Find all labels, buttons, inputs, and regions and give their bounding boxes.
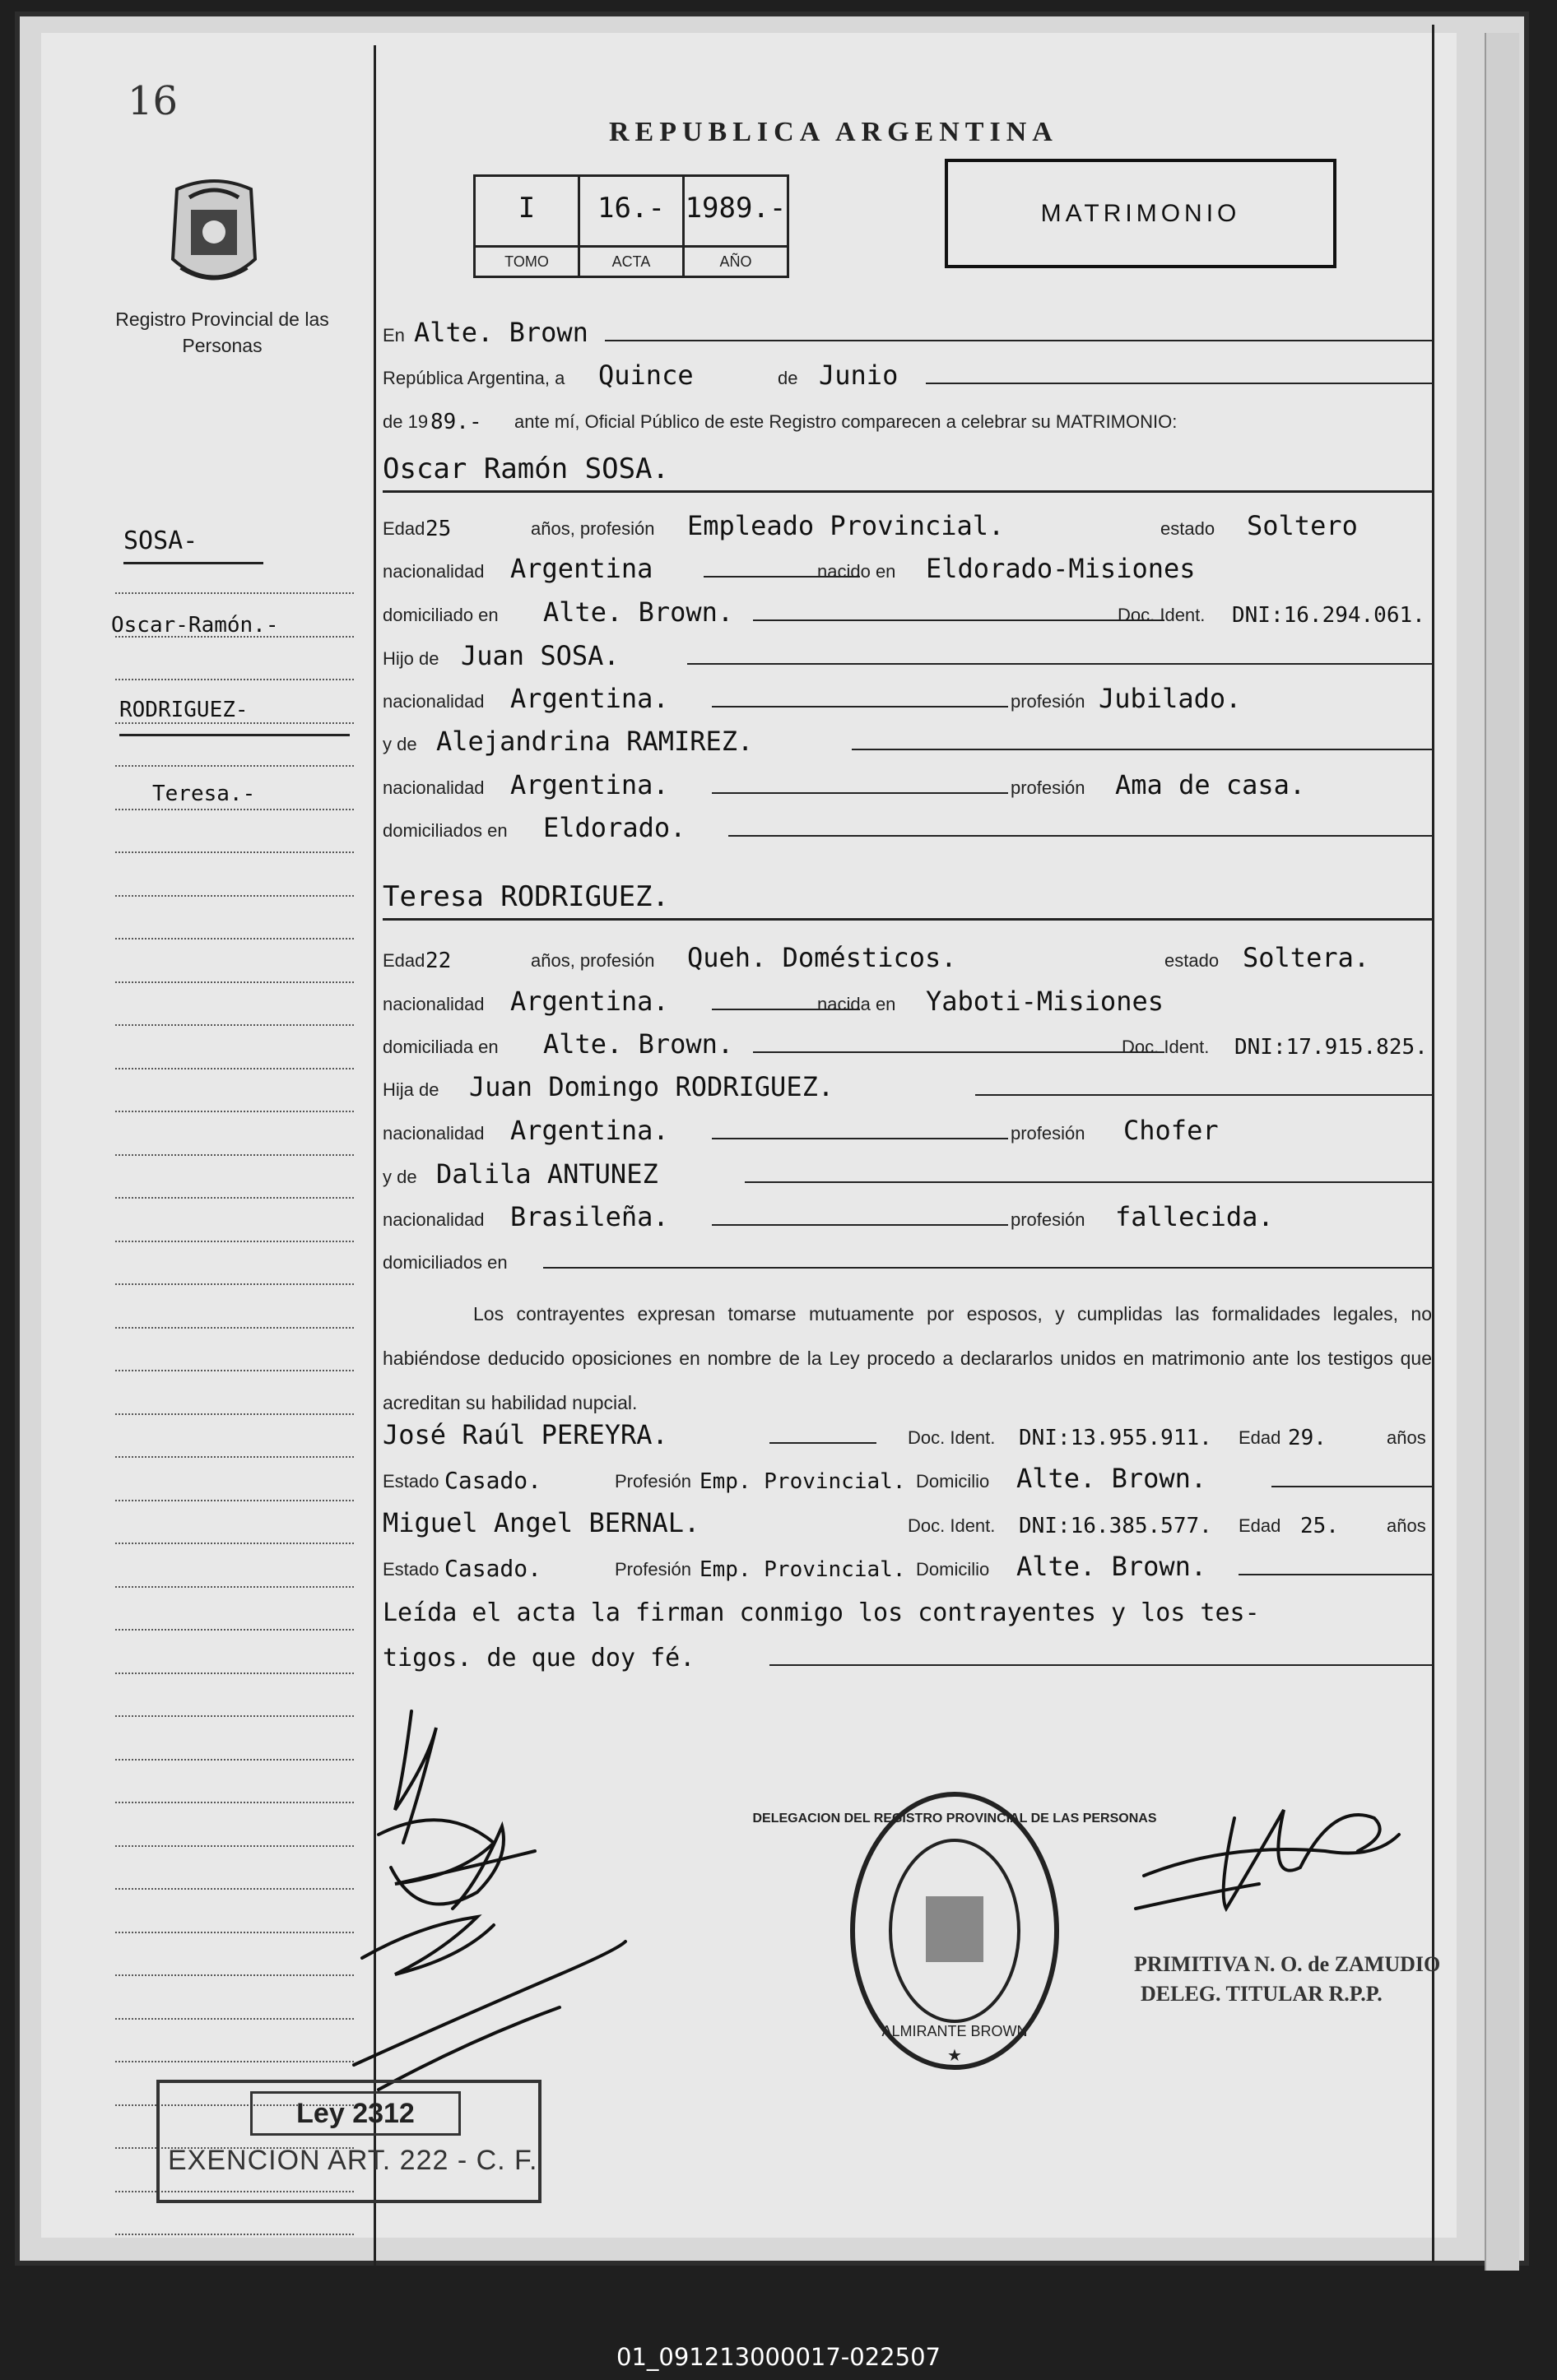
t1-domicilio: Alte. Brown. <box>1016 1463 1207 1494</box>
c1-madre-row <box>383 726 1432 762</box>
margin-dotted-line <box>115 1715 354 1717</box>
fill-line <box>745 1181 1432 1183</box>
estado-label: estado <box>1164 950 1220 971</box>
edad-label: Edad <box>1239 1515 1281 1536</box>
margin-dotted-line <box>115 1586 354 1588</box>
nacionalidad-label: nacionalidad <box>383 994 485 1014</box>
hijo-label: Hijo de <box>383 648 439 669</box>
scan-id: 01_091213000017-022507 <box>616 2343 941 2371</box>
c1-doc: DNI:16.294.061. <box>1232 603 1425 628</box>
cierre-line2: tigos. de que doy fé. <box>383 1644 695 1672</box>
seal-city: ALMIRANTE BROWN <box>881 2023 1028 2039</box>
domiciliados-label: domiciliados en <box>383 820 508 841</box>
margin-dotted-line <box>115 679 354 680</box>
c1-edad: 25 <box>425 517 452 541</box>
c1-profesion: Empleado Provincial. <box>687 510 1005 541</box>
domicilio-label: Domicilio <box>916 1471 990 1492</box>
margin-dotted-line <box>115 1456 354 1458</box>
margin-apellido2: RODRIGUEZ- <box>119 698 249 722</box>
c1-madre: Alejandrina RAMIREZ. <box>436 726 754 757</box>
margin-dotted-line <box>115 2234 354 2235</box>
margin-apellido1: SOSA- <box>123 527 198 555</box>
c2-profesion: Queh. Domésticos. <box>687 942 957 973</box>
registro-oval-seal <box>752 1789 1157 2073</box>
c2-madre: Dalila ANTUNEZ <box>436 1158 658 1190</box>
fill-line <box>543 1267 1432 1269</box>
delegado-titular <box>1134 1950 1440 2009</box>
tomo-label: TOMO <box>476 245 578 276</box>
anos-profesion-label: años, profesión <box>531 950 655 971</box>
estado-label: Estado <box>383 1471 439 1492</box>
c2-madre-nacionalidad: Brasileña. <box>510 1201 669 1232</box>
c1-estado: Soltero <box>1247 510 1358 541</box>
fill-line <box>753 619 1164 621</box>
edad-label: Edad <box>1239 1427 1281 1448</box>
domicilio-label: Domicilio <box>916 1559 990 1580</box>
c2-doc: DNI:17.915.825. <box>1234 1035 1428 1060</box>
c2-domicilio-row <box>383 1028 1432 1065</box>
c2-padre-row <box>383 1071 1432 1107</box>
svg-text:★: ★ <box>947 2047 962 2065</box>
t2-nombre: Miguel Angel BERNAL. <box>383 1507 700 1538</box>
c1-madre-nac-row <box>383 769 1432 805</box>
margin-dotted-line <box>115 1370 354 1371</box>
fill-line <box>1239 1574 1432 1575</box>
margin-dotted-line <box>115 765 354 767</box>
yde-label: y de <box>383 1167 417 1187</box>
margin-dotted-line <box>115 1888 354 1890</box>
t1-edad: 29. <box>1288 1426 1327 1450</box>
declaration-paragraph: Los contrayentes expresan tomarse mutuamente por esposos, y cumplidas las formalidades legales, no habiéndose deducido oposiciones en nombre de la Ley procedo a declararlos unidos en matrimonio ante los testigos que acreditan su habilidad nupcial. <box>383 1303 1432 1413</box>
fill-line <box>852 749 1432 750</box>
t2-doc: DNI:16.385.577. <box>1019 1514 1212 1538</box>
margin-dotted-line <box>115 1802 354 1803</box>
tomo-cell <box>476 177 580 276</box>
mes-value: Junio <box>819 360 899 391</box>
ano-intro-value: 89.- <box>430 410 482 434</box>
profesion-label: profesión <box>1011 1123 1085 1144</box>
margin-dotted-line <box>115 1500 354 1501</box>
profesion-label: Profesión <box>615 1471 691 1492</box>
nacionalidad-label: nacionalidad <box>383 1209 485 1230</box>
c2-estado: Soltera. <box>1243 942 1370 973</box>
republica-label: República Argentina, a <box>383 368 565 388</box>
t2-row2 <box>383 1551 1432 1587</box>
contrayente1-nombre-line <box>383 444 1432 493</box>
c2-nacida: Yaboti-Misiones <box>926 986 1164 1017</box>
margin-dotted-line <box>115 1629 354 1631</box>
c2-nacionalidad: Argentina. <box>510 986 669 1017</box>
t2-estado: Casado. <box>444 1555 542 1582</box>
margin-nombre1: Oscar-Ramón.- <box>111 613 279 638</box>
t2-profesion: Emp. Provincial. <box>699 1557 906 1582</box>
c2-edad: 22 <box>425 949 452 973</box>
profesion-label: profesión <box>1011 777 1085 798</box>
ano-cell <box>685 177 787 276</box>
t1-row2 <box>383 1463 1432 1499</box>
margin-dotted-line <box>115 592 354 594</box>
margin-underline <box>123 562 263 564</box>
margin-underline <box>119 734 350 736</box>
acta-label: ACTA <box>580 245 682 276</box>
de19-label: de 19 <box>383 411 429 432</box>
margin-nombre2: Teresa.- <box>152 782 256 806</box>
margin-dotted-line <box>115 981 354 983</box>
margin-dotted-line <box>115 895 354 897</box>
nacionalidad-label: nacionalidad <box>383 1123 485 1144</box>
tomo-acta-ano-box <box>473 174 789 278</box>
estado-label: estado <box>1160 518 1215 539</box>
tomo-value: I <box>518 192 536 225</box>
margin-dotted-line <box>115 1974 354 1976</box>
fill-line <box>687 663 1432 665</box>
edad-label: Edad <box>383 518 425 539</box>
hija-label: Hija de <box>383 1079 439 1100</box>
contrayente2-nombre: Teresa RODRIGUEZ. <box>383 880 669 913</box>
domiciliada-label: domiciliada en <box>383 1037 499 1057</box>
c1-nacionalidad: Argentina <box>510 553 653 584</box>
fill-line <box>712 706 1008 708</box>
t1-row1 <box>383 1419 1432 1455</box>
acta-cell <box>580 177 685 276</box>
anos-label: años <box>1387 1427 1426 1448</box>
margin-dotted-line <box>115 1327 354 1329</box>
cierre-row1 <box>383 1596 1432 1632</box>
doc-label: Doc. Ident. <box>908 1427 996 1448</box>
anos-profesion-label: años, profesión <box>531 518 655 539</box>
t2-domicilio: Alte. Brown. <box>1016 1551 1207 1582</box>
c1-nacido: Eldorado-Misiones <box>926 553 1196 584</box>
margin-dotted-line <box>115 1197 354 1199</box>
margin-dotted-line <box>115 938 354 939</box>
titular-nombre: PRIMITIVA N. O. de ZAMUDIO <box>1134 1952 1441 1976</box>
c2-madre-profesion: fallecida. <box>1115 1201 1274 1232</box>
yde-label: y de <box>383 734 417 754</box>
c1-madre-nacionalidad: Argentina. <box>510 769 669 800</box>
t2-edad: 25. <box>1300 1514 1339 1538</box>
fill-line <box>975 1094 1432 1096</box>
doc-label: Doc. Ident. <box>1122 1037 1210 1057</box>
margin-dotted-line <box>115 722 354 724</box>
c2-padre-profesion: Chofer <box>1123 1115 1219 1146</box>
contrayente2-nombre-line <box>383 872 1432 921</box>
cierre-line1: Leída el acta la firman conmigo los contrayentes y los tes- <box>383 1598 1260 1627</box>
margin-dotted-line <box>115 1845 354 1847</box>
folio-number: 16 <box>128 78 179 124</box>
ano-value: 1989.- <box>685 192 787 225</box>
matrimonio-box: MATRIMONIO <box>945 159 1336 268</box>
margin-dotted-line <box>115 1111 354 1112</box>
c2-madre-row <box>383 1158 1432 1195</box>
t1-doc: DNI:13.955.911. <box>1019 1426 1212 1450</box>
fill-line <box>1271 1486 1432 1487</box>
doc-label: Doc. Ident. <box>908 1515 996 1536</box>
margin-dotted-line <box>115 2018 354 2020</box>
c2-nacionalidad-row <box>383 986 1432 1022</box>
fill-line <box>753 1051 1164 1053</box>
nacionalidad-label: nacionalidad <box>383 691 485 712</box>
anos-label: años <box>1387 1515 1426 1536</box>
margin-dotted-line <box>115 636 354 638</box>
de-label: de <box>778 368 798 388</box>
provincia-misiones-crest-icon <box>165 173 263 296</box>
c1-nacionalidad-row <box>383 553 1432 589</box>
margin-dotted-line <box>115 1543 354 1544</box>
c1-domicilio-row <box>383 596 1432 633</box>
nacida-label: nacida en <box>817 994 896 1014</box>
c1-padres-domicilio: Eldorado. <box>543 812 686 843</box>
republica-heading: REPUBLICA ARGENTINA <box>609 117 1058 147</box>
margin-dotted-line <box>115 851 354 853</box>
ano-label: AÑO <box>685 245 787 276</box>
margin-dotted-line <box>115 1672 354 1674</box>
domiciliado-label: domiciliado en <box>383 605 499 625</box>
t1-nombre: José Raúl PEREYRA. <box>383 1419 668 1450</box>
binding-edge <box>1485 33 1519 2271</box>
row-en <box>383 317 1432 353</box>
fill-line <box>769 1442 876 1444</box>
margin-dotted-line <box>115 1154 354 1156</box>
fill-line <box>712 792 1008 794</box>
doc-label: Doc. Ident. <box>1118 605 1206 625</box>
c1-padre-profesion: Jubilado. <box>1099 683 1242 714</box>
row-ano <box>383 403 1432 439</box>
nacionalidad-label: nacionalidad <box>383 561 485 582</box>
domiciliados-label: domiciliados en <box>383 1252 508 1273</box>
margin-dotted-line <box>115 1932 354 1933</box>
cierre-row2 <box>383 1641 1432 1677</box>
margin-dotted-line <box>115 1024 354 1026</box>
ley-number: Ley 2312 <box>250 2091 461 2136</box>
margin-dotted-line <box>115 809 354 810</box>
margin-dotted-line <box>115 2061 354 2062</box>
c2-padres-dom-row <box>383 1244 1432 1280</box>
c1-edad-row <box>383 510 1432 546</box>
nacionalidad-label: nacionalidad <box>383 777 485 798</box>
registro-provincial-label: Registro Provincial de las Personas <box>115 309 329 356</box>
c2-padre-nacionalidad: Argentina. <box>510 1115 669 1146</box>
margin-dotted-line <box>115 1759 354 1761</box>
t1-profesion: Emp. Provincial. <box>699 1469 906 1494</box>
c1-domiciliado: Alte. Brown. <box>543 596 734 628</box>
profesion-label: profesión <box>1011 691 1085 712</box>
c1-padre: Juan SOSA. <box>461 640 620 671</box>
margin-dotted-line <box>115 1283 354 1285</box>
edad-label: Edad <box>383 950 425 971</box>
profesion-label: Profesión <box>615 1559 691 1580</box>
fill-line <box>728 835 1432 837</box>
c2-padre: Juan Domingo RODRIGUEZ. <box>469 1071 834 1102</box>
c1-padre-row <box>383 640 1432 676</box>
en-value: Alte. Brown <box>414 317 588 348</box>
margin-dotted-line <box>115 1068 354 1069</box>
c1-padre-nacionalidad: Argentina. <box>510 683 669 714</box>
seal-text: DELEGACION DEL REGISTRO PROVINCIAL DE LAS PERSONAS <box>752 1812 1157 1826</box>
t2-row1 <box>383 1507 1432 1543</box>
c2-domiciliada: Alte. Brown. <box>543 1028 734 1060</box>
t1-estado: Casado. <box>444 1467 542 1494</box>
estado-label: Estado <box>383 1559 439 1580</box>
fill-line <box>605 340 1432 341</box>
fill-line <box>769 1664 1432 1666</box>
c2-madre-nac-row <box>383 1201 1432 1237</box>
titular-cargo: DELEG. TITULAR R.P.P. <box>1141 1982 1383 2006</box>
comparecen-text: ante mí, Oficial Público de este Registro comparecen a celebrar su MATRIMONIO: <box>514 411 1178 432</box>
exencion-text: EXENCION ART. 222 - C. F. <box>168 2145 538 2176</box>
fill-line <box>712 1224 1008 1226</box>
c1-madre-profesion: Ama de casa. <box>1115 769 1306 800</box>
fill-line <box>712 1138 1008 1139</box>
nacido-label: nacido en <box>817 561 896 582</box>
c2-edad-row <box>383 942 1432 978</box>
en-label: En <box>383 325 405 346</box>
contrayente1-nombre: Oscar Ramón SOSA. <box>383 452 669 485</box>
c2-padre-nac-row <box>383 1115 1432 1151</box>
acta-value: 16.- <box>597 192 665 225</box>
c1-padres-dom-row <box>383 812 1432 848</box>
contrayente-signatures <box>346 1678 642 2106</box>
row-fecha <box>383 360 1432 396</box>
profesion-label: profesión <box>1011 1209 1085 1230</box>
dia-value: Quince <box>598 360 694 391</box>
oficial-signature <box>1127 1769 1407 1950</box>
margin-dotted-line <box>115 1241 354 1242</box>
right-column-rule <box>1432 25 1434 2262</box>
ley-exencion-stamp <box>156 2080 541 2203</box>
margin-dotted-line <box>115 1413 354 1415</box>
fill-line <box>926 383 1432 384</box>
c1-padre-nac-row <box>383 683 1432 719</box>
